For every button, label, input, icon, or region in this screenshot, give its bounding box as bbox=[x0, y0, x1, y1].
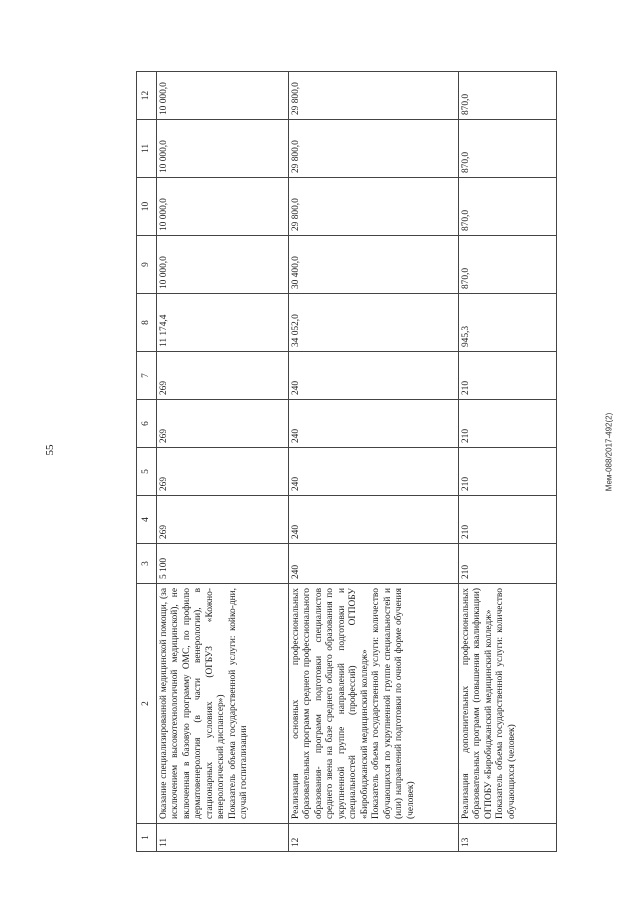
cell-col9: 870,0 bbox=[459, 236, 557, 294]
cell-col3: 5 100 bbox=[157, 544, 289, 584]
cell-col7: 269 bbox=[157, 352, 289, 400]
header-cell: 3 bbox=[137, 544, 157, 584]
table-row bbox=[459, 72, 557, 852]
cell-col12: 10 000,0 bbox=[157, 72, 289, 120]
cell-col6: 269 bbox=[157, 400, 289, 448]
cell-col4: 240 bbox=[289, 496, 459, 544]
cell-col7: 210 bbox=[459, 352, 557, 400]
cell-col8: 945,3 bbox=[459, 294, 557, 352]
cell-col5: 240 bbox=[289, 448, 459, 496]
row-description: Оказание специализированной медицинской помощи, (за исключением высокотехнологичной медицинской), не включенная в базовую программу ОМС, по профилю дерматовенерология (в части венерологии), в стационарных условиях (ОГБУЗ «Кожно-венерологический диспансер») Показатель объема государственной услуги: койко-дни, случай госпитализации bbox=[157, 584, 289, 824]
table-row bbox=[289, 72, 459, 852]
cell-col9: 30 400,0 bbox=[289, 236, 459, 294]
cell-col12: 29 800,0 bbox=[289, 72, 459, 120]
document-reference: Мем-088/2017-492(2) bbox=[604, 412, 614, 492]
header-cell: 1 bbox=[137, 824, 157, 852]
cell-col10: 29 800,0 bbox=[289, 178, 459, 236]
cell-col6: 210 bbox=[459, 400, 557, 448]
cell-col5: 269 bbox=[157, 448, 289, 496]
cell-col6: 240 bbox=[289, 400, 459, 448]
cell-col11: 29 800,0 bbox=[289, 120, 459, 178]
row-description: Реализация основных профессиональных образовательных программ среднего профессионального образования- программ подготовки специалистов среднего звена на базе среднего общего образования по укрупненной группе направлений подготовки и специальностей (профессий) ОГПОБУ «Биробиджанский медицинский колледж» Показатель объема государственной услуги: количество обучающихся по укрупненной группе специальностей и (или) направлений подготовки по очной форме обучения (человек) bbox=[289, 584, 459, 824]
cell-col10: 10 000,0 bbox=[157, 178, 289, 236]
row-number: 11 bbox=[157, 824, 289, 852]
rotated-table-container bbox=[136, 72, 556, 852]
header-cell: 4 bbox=[137, 496, 157, 544]
cell-col12: 870,0 bbox=[459, 72, 557, 120]
row-number: 12 bbox=[289, 824, 459, 852]
header-cell: 12 bbox=[137, 72, 157, 120]
page-number: 55 bbox=[44, 444, 56, 456]
cell-col3: 240 bbox=[289, 544, 459, 584]
header-cell: 10 bbox=[137, 178, 157, 236]
cell-col8: 11 174,4 bbox=[157, 294, 289, 352]
header-cell: 11 bbox=[137, 120, 157, 178]
cell-col3: 210 bbox=[459, 544, 557, 584]
header-cell: 9 bbox=[137, 236, 157, 294]
cell-col9: 10 000,0 bbox=[157, 236, 289, 294]
budget-table bbox=[136, 71, 557, 852]
header-cell: 5 bbox=[137, 448, 157, 496]
header-cell: 2 bbox=[137, 584, 157, 824]
cell-col11: 10 000,0 bbox=[157, 120, 289, 178]
header-cell: 7 bbox=[137, 352, 157, 400]
row-description: Реализация дополнительных профессиональных образовательных программ (повышения квалификации) ОГПОБУ «Биробиджанский медицинский колледж» Показатель объема государственной услуги: количество обучающихся (человек) bbox=[459, 584, 557, 824]
table-header-row bbox=[137, 72, 157, 852]
row-number: 13 bbox=[459, 824, 557, 852]
cell-col10: 870,0 bbox=[459, 178, 557, 236]
cell-col7: 240 bbox=[289, 352, 459, 400]
cell-col11: 870,0 bbox=[459, 120, 557, 178]
cell-col5: 210 bbox=[459, 448, 557, 496]
cell-col4: 269 bbox=[157, 496, 289, 544]
header-cell: 8 bbox=[137, 294, 157, 352]
cell-col4: 210 bbox=[459, 496, 557, 544]
table-row bbox=[157, 72, 289, 852]
header-cell: 6 bbox=[137, 400, 157, 448]
cell-col8: 34 052,0 bbox=[289, 294, 459, 352]
